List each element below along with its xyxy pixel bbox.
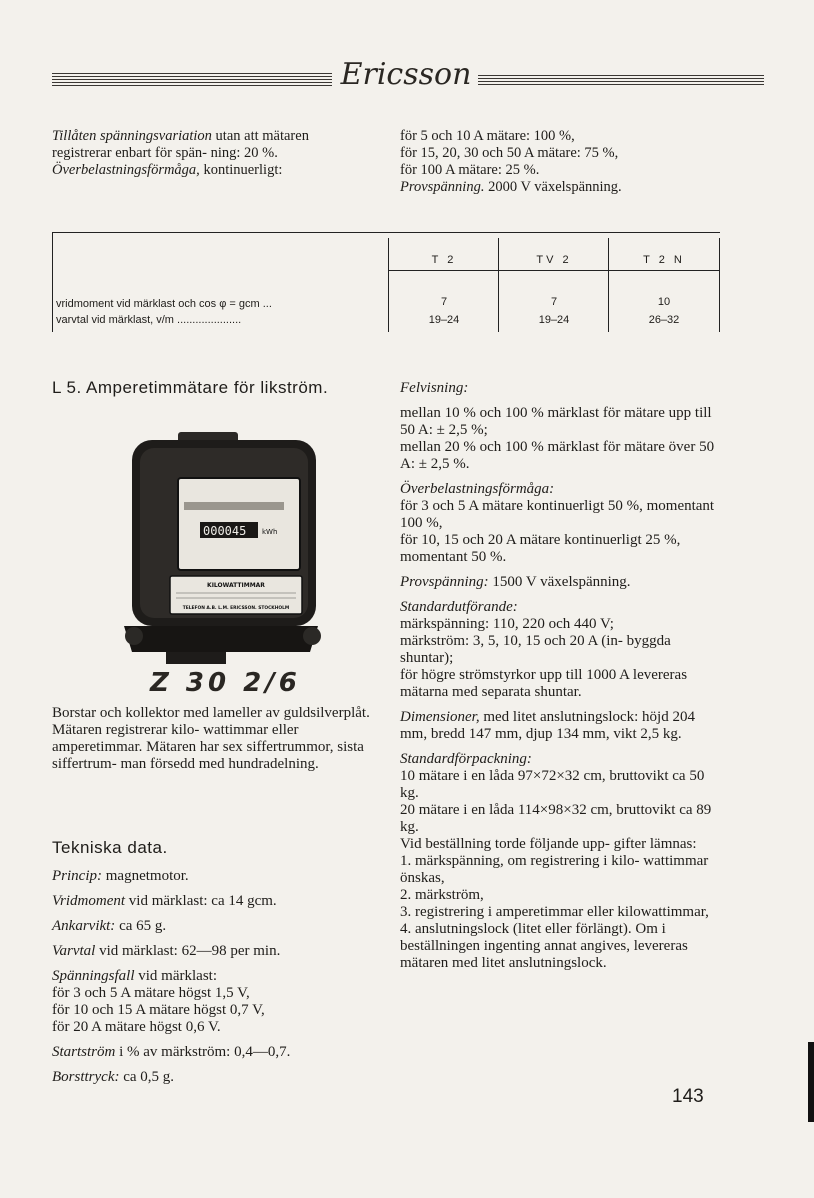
- tech-line: Vridmoment vid märklast: ca 14 gcm.: [52, 893, 277, 909]
- table-column: [608, 238, 719, 332]
- ericsson-logo: Ericsson: [340, 57, 472, 92]
- paragraph: för högre strömstyrkor upp till 1000 A levereras mätarna med separata shuntar.: [400, 667, 688, 700]
- top-right-text: [400, 128, 730, 196]
- heading: Felvisning:: [400, 380, 469, 396]
- table-cell: 7: [440, 296, 448, 308]
- paragraph: för 5 och 10 A mätare: 100 %,: [400, 128, 575, 144]
- table-cell: 7: [550, 296, 558, 308]
- header-rule-left: [52, 73, 332, 87]
- top-left-text: [52, 128, 372, 179]
- paragraph: mellan 20 % och 100 % märklast för mätare över 50 A: ± 2,5 %.: [400, 439, 715, 472]
- meter-base: [166, 652, 226, 664]
- spec-table: [52, 232, 720, 336]
- description-text: [52, 705, 374, 773]
- column-header: TV 2: [536, 254, 572, 266]
- paragraph: för 100 A mätare: 25 %.: [400, 162, 540, 178]
- heading: Standardutförande:: [400, 599, 518, 615]
- table-cell: 19–24: [538, 314, 570, 326]
- scan-edge-mark: [808, 1042, 814, 1122]
- page-header: [52, 55, 764, 95]
- terminal-cover: [124, 626, 318, 652]
- nameplate-title: KILOWATTIMMAR: [207, 582, 265, 589]
- list-item: 2. märkström,: [400, 887, 484, 903]
- table-rule: [719, 238, 720, 332]
- mounting-ear-left: [125, 627, 143, 645]
- tech-line: Startström i % av märkström: 0,4—0,7.: [52, 1044, 291, 1060]
- paragraph: 20 mätare i en låda 114×98×32 cm, bruttovikt ca 89 kg.: [400, 802, 712, 835]
- table-cell: 26–32: [648, 314, 680, 326]
- heading: Överbelastningsförmåga:: [400, 481, 555, 497]
- page-number: 143: [672, 1086, 704, 1107]
- mounting-ear-right: [303, 627, 321, 645]
- tech-line: för 10 och 15 A mätare högst 0,7 V,: [52, 1002, 265, 1018]
- table-rule: [52, 232, 53, 332]
- table-rule: [52, 232, 720, 233]
- tech-data-list: [52, 868, 374, 1086]
- tech-line: Varvtal vid märklast: 62—98 per min.: [52, 943, 281, 959]
- row-label: vridmoment vid märklast och cos φ = gcm ...: [56, 298, 272, 310]
- tech-line: för 20 A mätare högst 0,6 V.: [52, 1019, 221, 1035]
- section-title-l5: L 5. Amperetimmätare för likström.: [52, 378, 329, 397]
- table-column: [498, 238, 609, 332]
- right-column-text: [400, 380, 722, 972]
- meter-illustration: [118, 430, 328, 668]
- paragraph: Tillåten spänningsvariation utan att mätaren registrerar enbart för spän- ning: 20 %.: [52, 128, 309, 161]
- tech-line: för 3 och 5 A mätare högst 1,5 V,: [52, 985, 250, 1001]
- tech-line: Borsttryck: ca 0,5 g.: [52, 1069, 175, 1085]
- paragraph: 10 mätare i en låda 97×72×32 cm, bruttovikt ca 50 kg.: [400, 768, 705, 801]
- column-header: T 2 N: [643, 254, 685, 266]
- paragraph: för 15, 20, 30 och 50 A mätare: 75 %,: [400, 145, 619, 161]
- paragraph: Dimensioner, med litet anslutningslock: höjd 204 mm, bredd 147 mm, djup 134 mm, vikt 2,5 kg.: [400, 709, 695, 742]
- table-cell: 10: [657, 296, 671, 308]
- tech-line: Princip: magnetmotor.: [52, 868, 189, 884]
- row-label: varvtal vid märklast, v/m .....................: [56, 314, 242, 326]
- column-header: T 2: [431, 254, 457, 266]
- row-labels: [56, 296, 382, 328]
- paragraph: mellan 10 % och 100 % märklast för mätare upp till 50 A: ± 2,5 %;: [400, 405, 712, 438]
- counter-unit: kWh: [262, 528, 278, 536]
- paragraph: Borstar och kollektor med lameller av guldsilverplåt. Mätaren registrerar kilo- wattimmar eller amperetimmar. Mätaren har sex siffertrummor, sista siffertrum- man försedd med hundradelning.: [52, 705, 370, 772]
- meter-rotor-slot: [184, 502, 284, 510]
- paragraph: för 3 och 5 A mätare kontinuerligt 50 %, momentant 100 %,: [400, 498, 715, 531]
- section-title-tech: Tekniska data.: [52, 838, 168, 857]
- table-cell: 19–24: [428, 314, 460, 326]
- paragraph: Vid beställning torde följande upp- gifter lämnas:: [400, 836, 697, 852]
- tech-line: Spänningsfall vid märklast:: [52, 968, 218, 984]
- paragraph: märkspänning: 110, 220 och 440 V;: [400, 616, 614, 632]
- paragraph: för 10, 15 och 20 A mätare kontinuerligt 25 %, momentant 50 %.: [400, 532, 681, 565]
- counter-digits: 000045: [203, 524, 247, 538]
- handwritten-serial: Z 30 2/6: [150, 668, 301, 698]
- paragraph: Provspänning: 1500 V växelspänning.: [400, 574, 631, 590]
- paragraph: märkström: 3, 5, 10, 15 och 20 A (in- byggda shuntar);: [400, 633, 671, 666]
- paragraph: Överbelastningsförmåga, kontinuerligt:: [52, 162, 283, 178]
- nameplate-maker: TELEFON A.B. L.M. ERICSSON. STOCKHOLM: [182, 606, 290, 611]
- list-item: 3. registrering i amperetimmar eller kilowattimmar,: [400, 904, 709, 920]
- heading: Standardförpackning:: [400, 751, 532, 767]
- list-item: 4. anslutningslock (litet eller förlängt). Om i beställningen ingenting annat angives, levereras mätaren med litet anslutningslock.: [400, 921, 688, 971]
- list-item: 1. märkspänning, om registrering i kilo- wattimmar önskas,: [400, 853, 709, 886]
- header-rule-right: [478, 75, 764, 87]
- paragraph: Provspänning. 2000 V växelspänning.: [400, 179, 622, 195]
- tech-line: Ankarvikt: ca 65 g.: [52, 918, 167, 934]
- table-column: [388, 238, 499, 332]
